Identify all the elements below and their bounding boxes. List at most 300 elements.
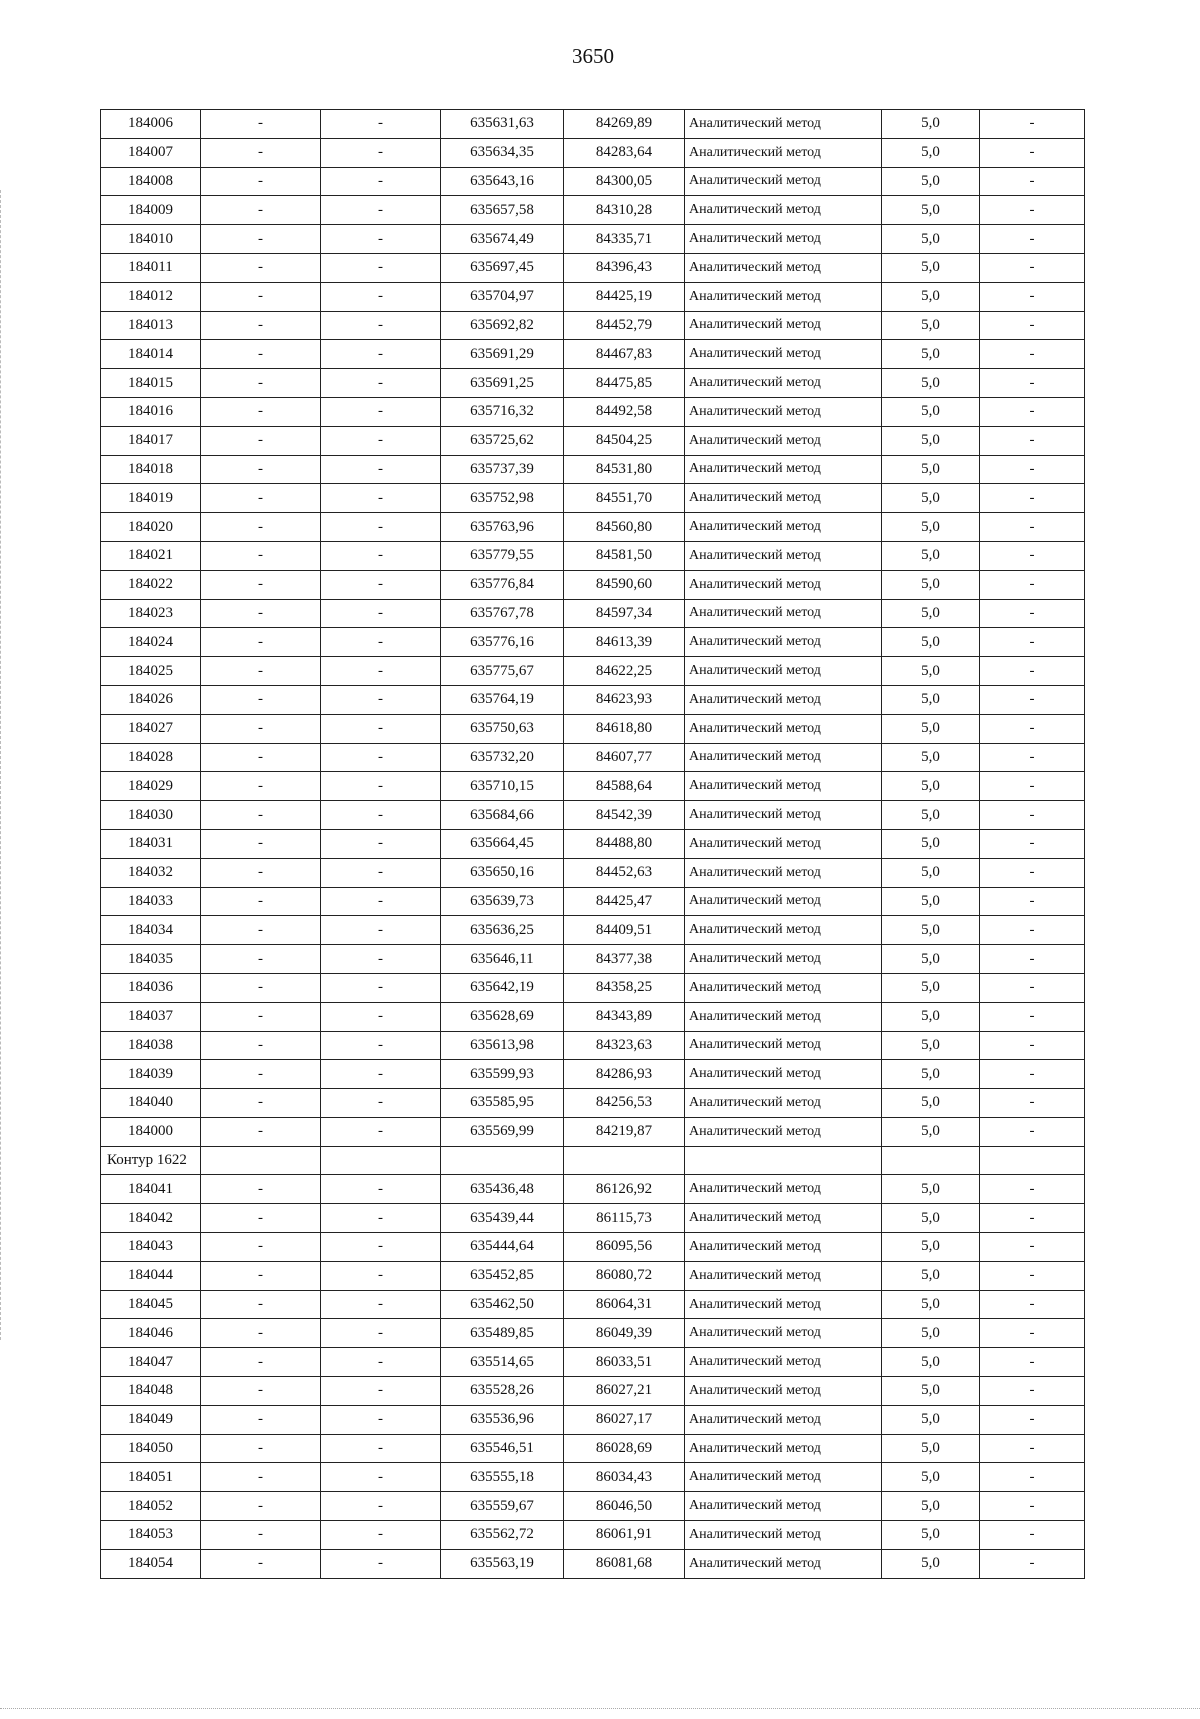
description-cell: - — [980, 858, 1085, 887]
point-id-cell: 184045 — [101, 1290, 201, 1319]
x-old-cell: - — [201, 1549, 321, 1578]
y-coordinate-cell: 84618,80 — [564, 714, 685, 743]
method-cell: Аналитический метод — [685, 282, 882, 311]
point-id-cell: 184046 — [101, 1319, 201, 1348]
x-old-cell: - — [201, 829, 321, 858]
table-row — [101, 801, 1085, 830]
point-id-cell: 184044 — [101, 1261, 201, 1290]
table-row — [101, 973, 1085, 1002]
y-old-cell: - — [321, 138, 441, 167]
y-old-cell: - — [321, 1377, 441, 1406]
y-coordinate-cell: 84283,64 — [564, 138, 685, 167]
y-old-cell: - — [321, 1261, 441, 1290]
point-id-cell: 184039 — [101, 1060, 201, 1089]
x-coordinate-cell: 635691,29 — [441, 340, 564, 369]
description-cell: - — [980, 1319, 1085, 1348]
description-cell: - — [980, 570, 1085, 599]
empty-cell — [980, 1146, 1085, 1175]
y-old-cell: - — [321, 1290, 441, 1319]
y-coordinate-cell: 84590,60 — [564, 570, 685, 599]
method-cell: Аналитический метод — [685, 628, 882, 657]
y-old-cell: - — [321, 887, 441, 916]
x-old-cell: - — [201, 282, 321, 311]
method-cell: Аналитический метод — [685, 1002, 882, 1031]
description-cell: - — [980, 1377, 1085, 1406]
description-cell: - — [980, 1521, 1085, 1550]
y-old-cell: - — [321, 426, 441, 455]
x-old-cell: - — [201, 1348, 321, 1377]
description-cell: - — [980, 628, 1085, 657]
description-cell: - — [980, 772, 1085, 801]
method-cell: Аналитический метод — [685, 685, 882, 714]
method-cell: Аналитический метод — [685, 455, 882, 484]
accuracy-cell: 5,0 — [882, 1031, 980, 1060]
x-coordinate-cell: 635639,73 — [441, 887, 564, 916]
description-cell: - — [980, 340, 1085, 369]
empty-cell — [201, 1146, 321, 1175]
description-cell: - — [980, 541, 1085, 570]
y-coordinate-cell: 84409,51 — [564, 916, 685, 945]
y-coordinate-cell: 86034,43 — [564, 1463, 685, 1492]
point-id-cell: 184028 — [101, 743, 201, 772]
accuracy-cell: 5,0 — [882, 369, 980, 398]
x-old-cell: - — [201, 541, 321, 570]
table-row — [101, 397, 1085, 426]
y-old-cell: - — [321, 1492, 441, 1521]
y-old-cell: - — [321, 110, 441, 139]
accuracy-cell: 5,0 — [882, 599, 980, 628]
table-row — [101, 570, 1085, 599]
point-id-cell: 184047 — [101, 1348, 201, 1377]
table-row — [101, 1549, 1085, 1578]
x-old-cell: - — [201, 973, 321, 1002]
x-coordinate-cell: 635704,97 — [441, 282, 564, 311]
accuracy-cell: 5,0 — [882, 570, 980, 599]
x-coordinate-cell: 635462,50 — [441, 1290, 564, 1319]
accuracy-cell: 5,0 — [882, 1204, 980, 1233]
description-cell: - — [980, 1175, 1085, 1204]
method-cell: Аналитический метод — [685, 1031, 882, 1060]
y-coordinate-cell: 84343,89 — [564, 1002, 685, 1031]
point-id-cell: 184034 — [101, 916, 201, 945]
x-old-cell: - — [201, 426, 321, 455]
method-cell: Аналитический метод — [685, 1204, 882, 1233]
point-id-cell: 184022 — [101, 570, 201, 599]
x-coordinate-cell: 635613,98 — [441, 1031, 564, 1060]
x-old-cell: - — [201, 513, 321, 542]
point-id-cell: 184036 — [101, 973, 201, 1002]
x-coordinate-cell: 635692,82 — [441, 311, 564, 340]
description-cell: - — [980, 167, 1085, 196]
y-old-cell: - — [321, 196, 441, 225]
x-old-cell: - — [201, 1521, 321, 1550]
x-coordinate-cell: 635725,62 — [441, 426, 564, 455]
description-cell: - — [980, 1463, 1085, 1492]
description-cell: - — [980, 916, 1085, 945]
method-cell: Аналитический метод — [685, 599, 882, 628]
description-cell: - — [980, 513, 1085, 542]
table-row — [101, 1233, 1085, 1262]
point-id-cell: 184012 — [101, 282, 201, 311]
point-id-cell: 184023 — [101, 599, 201, 628]
x-old-cell: - — [201, 1117, 321, 1146]
method-cell: Аналитический метод — [685, 1348, 882, 1377]
description-cell: - — [980, 253, 1085, 282]
table-row — [101, 1521, 1085, 1550]
accuracy-cell: 5,0 — [882, 397, 980, 426]
x-coordinate-cell: 635585,95 — [441, 1089, 564, 1118]
x-coordinate-cell: 635555,18 — [441, 1463, 564, 1492]
method-cell: Аналитический метод — [685, 1434, 882, 1463]
x-old-cell: - — [201, 138, 321, 167]
table-row — [101, 110, 1085, 139]
x-old-cell: - — [201, 1060, 321, 1089]
table-row — [101, 369, 1085, 398]
x-coordinate-cell: 635684,66 — [441, 801, 564, 830]
accuracy-cell: 5,0 — [882, 887, 980, 916]
y-old-cell: - — [321, 1089, 441, 1118]
accuracy-cell: 5,0 — [882, 945, 980, 974]
x-old-cell: - — [201, 1405, 321, 1434]
description-cell: - — [980, 1002, 1085, 1031]
accuracy-cell: 5,0 — [882, 253, 980, 282]
x-coordinate-cell: 635436,48 — [441, 1175, 564, 1204]
y-old-cell: - — [321, 1549, 441, 1578]
accuracy-cell: 5,0 — [882, 340, 980, 369]
point-id-cell: 184021 — [101, 541, 201, 570]
y-old-cell: - — [321, 1463, 441, 1492]
point-id-cell: 184019 — [101, 484, 201, 513]
point-id-cell: 184025 — [101, 657, 201, 686]
point-id-cell: 184053 — [101, 1521, 201, 1550]
x-old-cell: - — [201, 1377, 321, 1406]
point-id-cell: 184011 — [101, 253, 201, 282]
table-row — [101, 167, 1085, 196]
accuracy-cell: 5,0 — [882, 484, 980, 513]
coordinates-table-body — [101, 110, 1085, 1579]
y-coordinate-cell: 86049,39 — [564, 1319, 685, 1348]
x-coordinate-cell: 635710,15 — [441, 772, 564, 801]
y-old-cell: - — [321, 1060, 441, 1089]
y-old-cell: - — [321, 541, 441, 570]
accuracy-cell: 5,0 — [882, 1463, 980, 1492]
y-old-cell: - — [321, 369, 441, 398]
table-row — [101, 887, 1085, 916]
description-cell: - — [980, 1549, 1085, 1578]
y-coordinate-cell: 84452,79 — [564, 311, 685, 340]
accuracy-cell: 5,0 — [882, 829, 980, 858]
table-row — [101, 311, 1085, 340]
point-id-cell: 184008 — [101, 167, 201, 196]
point-id-cell: 184042 — [101, 1204, 201, 1233]
y-old-cell: - — [321, 1002, 441, 1031]
table-row — [101, 1348, 1085, 1377]
accuracy-cell: 5,0 — [882, 801, 980, 830]
y-old-cell: - — [321, 282, 441, 311]
table-row — [101, 455, 1085, 484]
x-coordinate-cell: 635642,19 — [441, 973, 564, 1002]
x-old-cell: - — [201, 253, 321, 282]
binding-edge — [0, 190, 4, 1340]
x-coordinate-cell: 635643,16 — [441, 167, 564, 196]
description-cell: - — [980, 455, 1085, 484]
x-old-cell: - — [201, 858, 321, 887]
y-old-cell: - — [321, 167, 441, 196]
point-id-cell: 184031 — [101, 829, 201, 858]
y-coordinate-cell: 84467,83 — [564, 340, 685, 369]
table-row — [101, 196, 1085, 225]
accuracy-cell: 5,0 — [882, 282, 980, 311]
method-cell: Аналитический метод — [685, 110, 882, 139]
x-coordinate-cell: 635732,20 — [441, 743, 564, 772]
x-old-cell: - — [201, 772, 321, 801]
accuracy-cell: 5,0 — [882, 1348, 980, 1377]
table-row — [101, 541, 1085, 570]
y-coordinate-cell: 86033,51 — [564, 1348, 685, 1377]
table-row — [101, 1377, 1085, 1406]
method-cell: Аналитический метод — [685, 743, 882, 772]
accuracy-cell: 5,0 — [882, 1492, 980, 1521]
x-coordinate-cell: 635779,55 — [441, 541, 564, 570]
method-cell: Аналитический метод — [685, 1060, 882, 1089]
y-old-cell: - — [321, 513, 441, 542]
method-cell: Аналитический метод — [685, 1492, 882, 1521]
description-cell: - — [980, 829, 1085, 858]
description-cell: - — [980, 973, 1085, 1002]
method-cell: Аналитический метод — [685, 1521, 882, 1550]
y-coordinate-cell: 84310,28 — [564, 196, 685, 225]
y-old-cell: - — [321, 1521, 441, 1550]
x-coordinate-cell: 635444,64 — [441, 1233, 564, 1262]
x-coordinate-cell: 635536,96 — [441, 1405, 564, 1434]
table-row — [101, 1290, 1085, 1319]
description-cell: - — [980, 1117, 1085, 1146]
description-cell: - — [980, 397, 1085, 426]
y-coordinate-cell: 84597,34 — [564, 599, 685, 628]
y-old-cell: - — [321, 829, 441, 858]
description-cell: - — [980, 369, 1085, 398]
x-coordinate-cell: 635763,96 — [441, 513, 564, 542]
accuracy-cell: 5,0 — [882, 541, 980, 570]
y-old-cell: - — [321, 253, 441, 282]
x-old-cell: - — [201, 1175, 321, 1204]
accuracy-cell: 5,0 — [882, 426, 980, 455]
y-old-cell: - — [321, 1434, 441, 1463]
table-row — [101, 916, 1085, 945]
y-old-cell: - — [321, 714, 441, 743]
point-id-cell: 184038 — [101, 1031, 201, 1060]
x-coordinate-cell: 635776,16 — [441, 628, 564, 657]
accuracy-cell: 5,0 — [882, 1319, 980, 1348]
x-old-cell: - — [201, 916, 321, 945]
point-id-cell: 184049 — [101, 1405, 201, 1434]
accuracy-cell: 5,0 — [882, 772, 980, 801]
table-row — [101, 772, 1085, 801]
x-old-cell: - — [201, 340, 321, 369]
y-coordinate-cell: 84613,39 — [564, 628, 685, 657]
x-old-cell: - — [201, 1089, 321, 1118]
x-coordinate-cell: 635514,65 — [441, 1348, 564, 1377]
table-row — [101, 484, 1085, 513]
description-cell: - — [980, 1348, 1085, 1377]
y-coordinate-cell: 86115,73 — [564, 1204, 685, 1233]
y-coordinate-cell: 86081,68 — [564, 1549, 685, 1578]
y-coordinate-cell: 84560,80 — [564, 513, 685, 542]
table-row — [101, 138, 1085, 167]
y-coordinate-cell: 84588,64 — [564, 772, 685, 801]
y-coordinate-cell: 84323,63 — [564, 1031, 685, 1060]
y-old-cell: - — [321, 225, 441, 254]
y-old-cell: - — [321, 1233, 441, 1262]
x-coordinate-cell: 635716,32 — [441, 397, 564, 426]
accuracy-cell: 5,0 — [882, 657, 980, 686]
method-cell: Аналитический метод — [685, 570, 882, 599]
accuracy-cell: 5,0 — [882, 1549, 980, 1578]
empty-cell — [321, 1146, 441, 1175]
x-old-cell: - — [201, 1261, 321, 1290]
x-coordinate-cell: 635691,25 — [441, 369, 564, 398]
method-cell: Аналитический метод — [685, 426, 882, 455]
y-old-cell: - — [321, 1204, 441, 1233]
x-old-cell: - — [201, 110, 321, 139]
description-cell: - — [980, 138, 1085, 167]
y-old-cell: - — [321, 1319, 441, 1348]
y-coordinate-cell: 84531,80 — [564, 455, 685, 484]
method-cell: Аналитический метод — [685, 1405, 882, 1434]
description-cell: - — [980, 1261, 1085, 1290]
table-row — [101, 1089, 1085, 1118]
x-old-cell: - — [201, 685, 321, 714]
x-coordinate-cell: 635674,49 — [441, 225, 564, 254]
accuracy-cell: 5,0 — [882, 455, 980, 484]
table-row — [101, 253, 1085, 282]
y-coordinate-cell: 84475,85 — [564, 369, 685, 398]
y-coordinate-cell: 84492,58 — [564, 397, 685, 426]
x-coordinate-cell: 635650,16 — [441, 858, 564, 887]
x-coordinate-cell: 635559,67 — [441, 1492, 564, 1521]
x-coordinate-cell: 635737,39 — [441, 455, 564, 484]
description-cell: - — [980, 110, 1085, 139]
scan-edge — [0, 1708, 1200, 1713]
y-old-cell: - — [321, 570, 441, 599]
table-row — [101, 1405, 1085, 1434]
y-old-cell: - — [321, 743, 441, 772]
method-cell: Аналитический метод — [685, 772, 882, 801]
y-old-cell: - — [321, 484, 441, 513]
x-coordinate-cell: 635657,58 — [441, 196, 564, 225]
method-cell: Аналитический метод — [685, 916, 882, 945]
y-coordinate-cell: 84607,77 — [564, 743, 685, 772]
accuracy-cell: 5,0 — [882, 916, 980, 945]
method-cell: Аналитический метод — [685, 945, 882, 974]
x-old-cell: - — [201, 1002, 321, 1031]
table-row — [101, 599, 1085, 628]
x-old-cell: - — [201, 570, 321, 599]
accuracy-cell: 5,0 — [882, 167, 980, 196]
table-row — [101, 1060, 1085, 1089]
x-old-cell: - — [201, 311, 321, 340]
accuracy-cell: 5,0 — [882, 1089, 980, 1118]
empty-cell — [685, 1146, 882, 1175]
method-cell: Аналитический метод — [685, 167, 882, 196]
y-old-cell: - — [321, 685, 441, 714]
x-coordinate-cell: 635664,45 — [441, 829, 564, 858]
method-cell: Аналитический метод — [685, 829, 882, 858]
accuracy-cell: 5,0 — [882, 1521, 980, 1550]
x-old-cell: - — [201, 1233, 321, 1262]
y-old-cell: - — [321, 455, 441, 484]
table-row — [101, 340, 1085, 369]
description-cell: - — [980, 1233, 1085, 1262]
x-old-cell: - — [201, 657, 321, 686]
table-row — [101, 685, 1085, 714]
table-row — [101, 1117, 1085, 1146]
x-coordinate-cell: 635489,85 — [441, 1319, 564, 1348]
point-id-cell: 184043 — [101, 1233, 201, 1262]
x-coordinate-cell: 635569,99 — [441, 1117, 564, 1146]
method-cell: Аналитический метод — [685, 253, 882, 282]
y-old-cell: - — [321, 1175, 441, 1204]
y-old-cell: - — [321, 340, 441, 369]
method-cell: Аналитический метод — [685, 714, 882, 743]
description-cell: - — [980, 801, 1085, 830]
table-row — [101, 1175, 1085, 1204]
point-id-cell: 184033 — [101, 887, 201, 916]
description-cell: - — [980, 1204, 1085, 1233]
y-coordinate-cell: 84219,87 — [564, 1117, 685, 1146]
x-old-cell: - — [201, 196, 321, 225]
table-row — [101, 1031, 1085, 1060]
y-coordinate-cell: 86046,50 — [564, 1492, 685, 1521]
x-old-cell: - — [201, 225, 321, 254]
method-cell: Аналитический метод — [685, 1290, 882, 1319]
x-coordinate-cell: 635439,44 — [441, 1204, 564, 1233]
table-row — [101, 225, 1085, 254]
y-old-cell: - — [321, 628, 441, 657]
accuracy-cell: 5,0 — [882, 1233, 980, 1262]
x-coordinate-cell: 635775,67 — [441, 657, 564, 686]
y-coordinate-cell: 86027,17 — [564, 1405, 685, 1434]
point-id-cell: 184009 — [101, 196, 201, 225]
method-cell: Аналитический метод — [685, 1463, 882, 1492]
x-old-cell: - — [201, 599, 321, 628]
x-coordinate-cell: 635452,85 — [441, 1261, 564, 1290]
x-old-cell: - — [201, 1290, 321, 1319]
accuracy-cell: 5,0 — [882, 628, 980, 657]
accuracy-cell: 5,0 — [882, 973, 980, 1002]
y-old-cell: - — [321, 801, 441, 830]
description-cell: - — [980, 1031, 1085, 1060]
y-coordinate-cell: 86028,69 — [564, 1434, 685, 1463]
accuracy-cell: 5,0 — [882, 225, 980, 254]
accuracy-cell: 5,0 — [882, 1434, 980, 1463]
y-coordinate-cell: 84581,50 — [564, 541, 685, 570]
coordinates-table — [100, 109, 1085, 1579]
y-coordinate-cell: 86064,31 — [564, 1290, 685, 1319]
x-coordinate-cell: 635631,63 — [441, 110, 564, 139]
x-old-cell: - — [201, 743, 321, 772]
x-coordinate-cell: 635646,11 — [441, 945, 564, 974]
x-old-cell: - — [201, 1463, 321, 1492]
method-cell: Аналитический метод — [685, 1117, 882, 1146]
method-cell: Аналитический метод — [685, 1089, 882, 1118]
method-cell: Аналитический метод — [685, 657, 882, 686]
x-old-cell: - — [201, 945, 321, 974]
y-coordinate-cell: 84452,63 — [564, 858, 685, 887]
empty-cell — [564, 1146, 685, 1175]
method-cell: Аналитический метод — [685, 138, 882, 167]
x-old-cell: - — [201, 1492, 321, 1521]
